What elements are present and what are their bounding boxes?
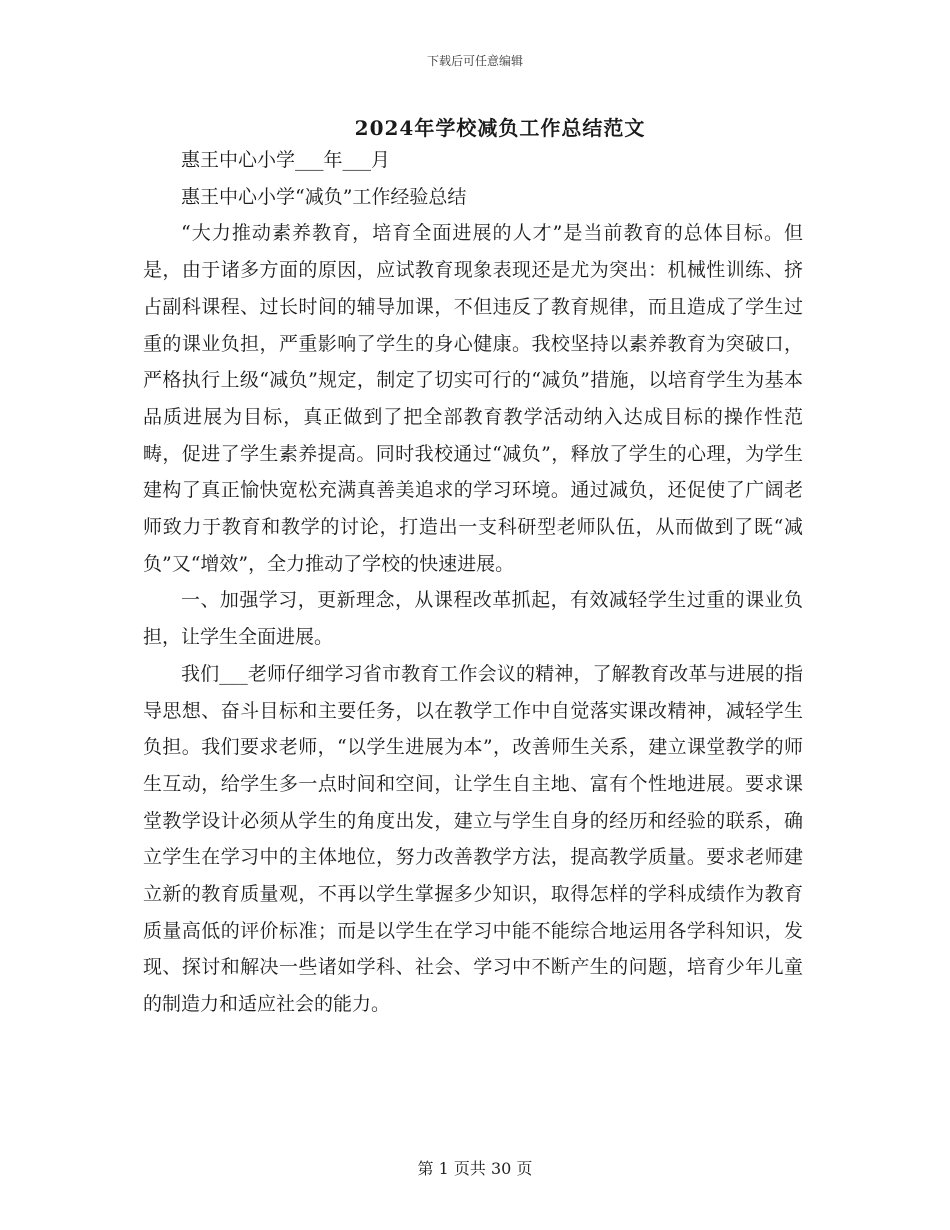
page-number-footer: 第 1 页共 30 页 [417, 1159, 533, 1178]
document-body [143, 142, 803, 1023]
paragraph-section-heading: 一、加强学习，更新理念，从课程改革抓起，有效减轻学生过重的课业负担，让学生全面进展。 [143, 589, 803, 649]
document-title: 2024年学校减负工作总结范文 [354, 116, 646, 140]
paragraph-section-body: 我们___老师仔细学习省市教育工作会议的精神，了解教育改革与进展的指导思想、奋斗目标和主要任务，以在教学工作中自觉落实课改精神，减轻学生负担。我们要求老师，“以学生进展为本”，改善师生关系，建立课堂教学的师生互动，给学生多一点时间和空间，让学生自主地、富有个性地进展。要求课堂教学设计必须从学生的角度出发，建立与学生自身的经历和经验的联系，确立学生在学习中的主体地位，努力改善教学方法，提高教学质量。要求老师建立新的教育质量观，不再以学生掌握多少知识，取得怎样的学科成绩作为教育质量高低的评价标准；而是以学生在学习中能不能综合地运用各学科知识，发现、探讨和解决一些诸如学科、社会、学习中不断产生的问题，培育少年儿童的制造力和适应社会的能力。 [143, 662, 803, 1016]
header-note: 下载后可任意编辑 [426, 54, 523, 68]
paragraph-date-line: 惠王中心小学___年___月 [181, 149, 391, 171]
paragraph-intro: “大力推动素养教育，培育全面进展的人才”是当前教育的总体目标。但是，由于诸多方面的原因，应试教育现象表现还是尤为突出：机械性训练、挤占副科课程、过长时间的辅导加课，不但违反了教育规律，而且造成了学生过重的课业负担，严重影响了学生的身心健康。我校坚持以素养教育为突破口，严格执行上级“减负”规定，制定了切实可行的“减负”措施，以培育学生为基本品质进展为目标，真正做到了把全部教育教学活动纳入达成目标的操作性范畴，促进了学生素养提高。同时我校通过“减负”，释放了学生的心理，为学生建构了真正愉快宽松充满真善美追求的学习环境。通过减负，还促使了广阔老师致力于教育和教学的讨论，打造出一支科研型老师队伍，从而做到了既“减负”又“增效”，全力推动了学校的快速进展。 [143, 222, 803, 575]
paragraph-subtitle: 惠王中心小学“减负”工作经验总结 [181, 185, 467, 208]
